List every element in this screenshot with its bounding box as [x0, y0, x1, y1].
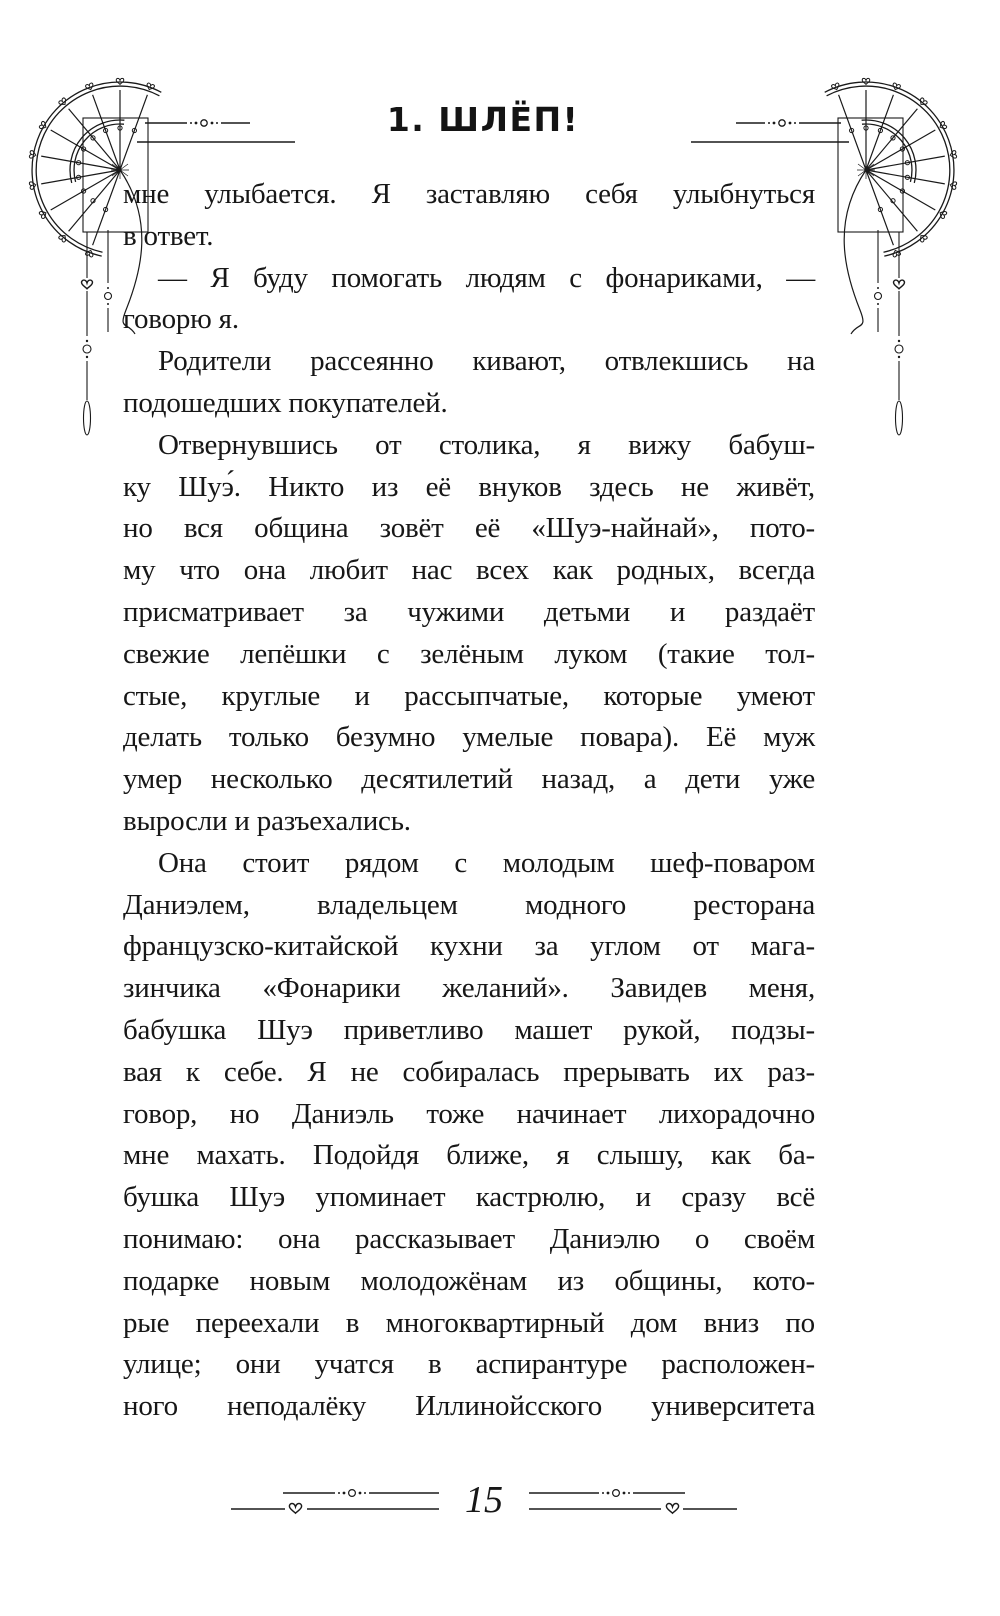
- footer: [0, 1470, 984, 1530]
- text-line: стые, круглые и рассыпчатые, которые умеют: [123, 679, 815, 712]
- text-line: бабушка Шуэ приветливо машет рукой, подзы-: [123, 1013, 815, 1046]
- text-line: мне улыбается. Я заставляю себя улыбнуться: [123, 178, 815, 210]
- text-line: зинчика «Фонарики желаний». Завидев меня,: [123, 972, 815, 1005]
- text-line: Она стоит рядом с молодым шеф-поваром: [158, 846, 815, 879]
- heart-icon: [289, 1503, 301, 1513]
- heart-icon: [666, 1503, 678, 1513]
- footer-divider-right: [529, 1483, 737, 1517]
- text-line: бушка Шуэ упоминает кастрюлю, и сразу всё: [123, 1181, 815, 1214]
- page-number: 15: [465, 1479, 503, 1521]
- text-line: подарке новым молодожёнам из общины, кото-: [123, 1264, 815, 1297]
- footer-divider-left: [231, 1483, 439, 1517]
- text-line: мне махать. Подойдя ближе, я слышу, как ба-: [123, 1139, 815, 1172]
- text-line: умер несколько десятилетий назад, а дети уже: [123, 763, 815, 796]
- text-line: рые переехали в многоквартирный дом вниз по: [123, 1306, 815, 1339]
- text-line: делать только безумно умелые повара). Её муж: [123, 721, 815, 754]
- text-line: говорю я.: [123, 303, 239, 336]
- text-line: му что она любит нас всех как родных, всегда: [123, 554, 815, 587]
- text-line: французско-китайской кухни за углом от мага-: [123, 930, 815, 963]
- text-line: Даниэлем, владельцем модного ресторана: [123, 888, 815, 921]
- text-line: подошедших покупателей.: [123, 386, 448, 419]
- body-text: [123, 174, 815, 1428]
- text-line: в ответ.: [123, 219, 214, 252]
- text-line: понимаю: она рассказывает Даниэлю о своём: [123, 1222, 815, 1255]
- text-line: присматривает за чужими детьми и раздаёт: [123, 595, 815, 628]
- dangle-charm-left: [82, 232, 93, 435]
- text-line: ку Шуэ́. Никто из её внуков здесь не живёт,: [123, 470, 815, 503]
- text-line: ного неподалёку Иллинойсского университета: [123, 1390, 815, 1423]
- dangle-charm-right: [105, 230, 112, 332]
- text-line: Отвернувшись от столика, я вижу бабуш-: [158, 428, 815, 461]
- chapter-title: 1. ШЛЁП!: [386, 100, 580, 139]
- text-line: вая к себе. Я не собиралась прерывать их раз-: [123, 1055, 815, 1088]
- text-line: — Я буду помогать людям с фонариками, —: [158, 261, 815, 294]
- text-line: говор, но Даниэль тоже начинает лихорадочно: [123, 1097, 815, 1130]
- text-line: выросли и разъехались.: [123, 804, 411, 837]
- text-line: Родители рассеянно кивают, отвлекшись на: [158, 345, 815, 378]
- text-line: но вся община зовёт её «Шуэ-найнай», пото-: [123, 512, 815, 545]
- text-line: свежие лепёшки с зелёным луком (такие тол-: [123, 637, 815, 670]
- text-line: улице; они учатся в аспирантуре расположен-: [123, 1348, 815, 1381]
- header-rule-ornate: [145, 120, 250, 126]
